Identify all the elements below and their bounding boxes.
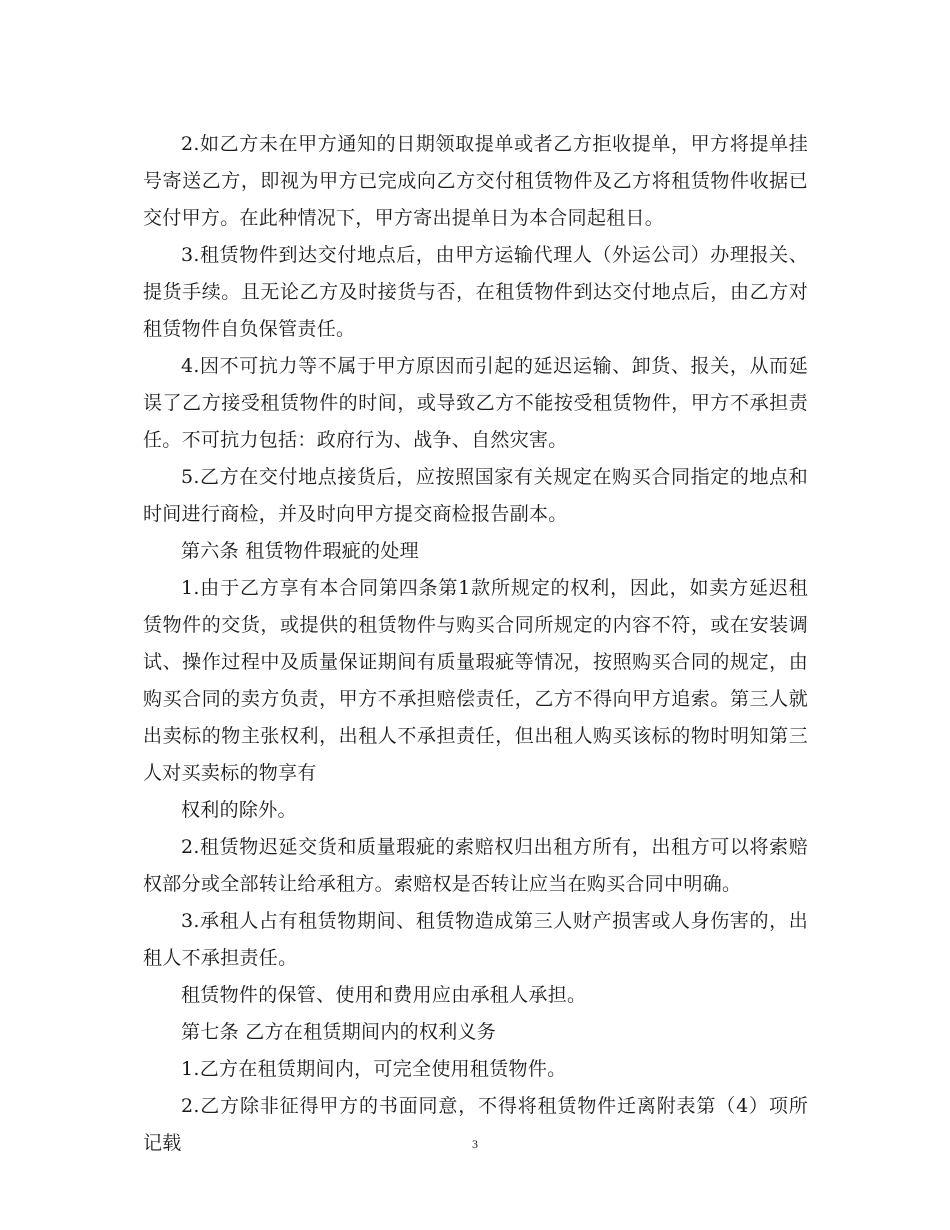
paragraph-clause-6-1-continued: 权利的除外。 (181, 799, 297, 821)
paragraph-clause-5-3: 3.租赁物件到达交付地点后，由甲方运输代理人（外运公司）办理报关、提货手续。且无论乙方及时接货与否，在租赁物件到达交付地点后，由乙方对租赁物件自负保管责任。 (143, 244, 808, 340)
article-7-heading: 第七条 乙方在租赁期间内的权利义务 (181, 1021, 497, 1043)
paragraph-clause-5-2: 2.如乙方未在甲方通知的日期领取提单或者乙方拒收提单，甲方将提单挂号寄送乙方，即视为甲方已完成向乙方交付租赁物件及乙方将租赁物件收据已交付甲方。在此种情况下，甲方寄出提单日为本合同起租日。 (143, 133, 808, 229)
paragraph-clause-6-1: 1.由于乙方享有本合同第四条第1款所规定的权利，因此，如卖方延迟租赁物件的交货，或提供的租赁物件与购买合同所规定的内容不符，或在安装调试、操作过程中及质量保证期间有质量瑕疵等情况，按照购买合同的规定，由购买合同的卖方负责，甲方不承担赔偿责任，乙方不得向甲方追索。第三人就出卖标的物主张权利，出租人不承担责任，但出租人购买该标的物时明知第三人对买卖标的物享有 (143, 577, 808, 784)
paragraph-clause-7-2: 2.乙方除非征得甲方的书面同意，不得将租赁物件迁离附表第（4）项所记载 (143, 1095, 808, 1154)
page-number: 3 (472, 1137, 478, 1151)
article-6-heading: 第六条 租赁物件瑕疵的处理 (181, 540, 419, 562)
paragraph-clause-6-3: 3.承租人占有租赁物期间、租赁物造成第三人财产损害或人身伤害的，出租人不承担责任。 (143, 910, 808, 969)
paragraph-clause-6-2: 2.租赁物迟延交货和质量瑕疵的索赔权归出租方所有，出租方可以将索赔权部分或全部转让给承租方。索赔权是否转让应当在购买合同中明确。 (143, 836, 808, 895)
paragraph-custody-costs: 租赁物件的保管、使用和费用应由承租人承担。 (181, 984, 587, 1006)
paragraph-clause-5-5: 5.乙方在交付地点接货后，应按照国家有关规定在购买合同指定的地点和时间进行商检，并及时向甲方提交商检报告副本。 (143, 466, 808, 525)
document-body (143, 126, 808, 1162)
paragraph-clause-5-4: 4.因不可抗力等不属于甲方原因而引起的延迟运输、卸货、报关，从而延误了乙方接受租赁物件的时间，或导致乙方不能按受租赁物件，甲方不承担责任。不可抗力包括：政府行为、战争、自然灾害。 (143, 355, 808, 451)
paragraph-clause-7-1: 1.乙方在租赁期间内，可完全使用租赁物件。 (181, 1058, 567, 1080)
